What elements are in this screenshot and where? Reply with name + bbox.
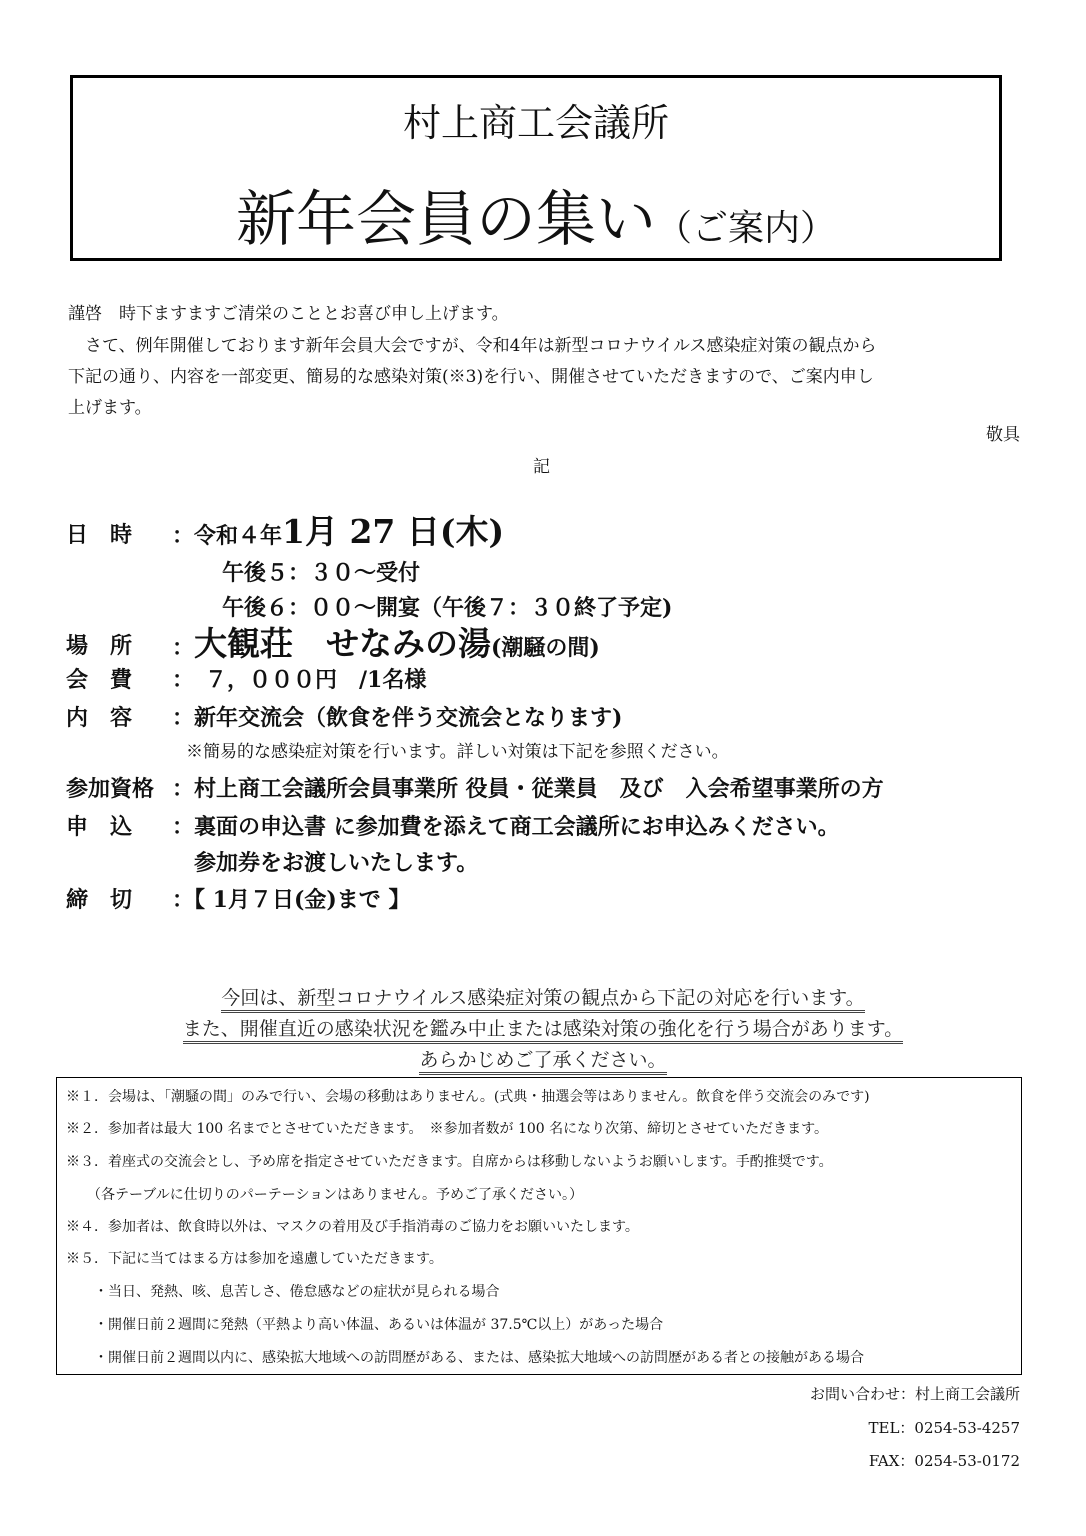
apply-label: 申 込 [66,814,133,840]
date-label: 日 時 [66,522,133,548]
venue-label: 場 所 [66,633,133,659]
organization-name: 村上商工会議所 [402,101,669,145]
measure-item: ・開催日前２週間に発熱（平熱より高い体温、あるいは体温が 37.5℃以上）があった場合 [66,1317,664,1333]
measure-item: ※３．着座式の交流会とし、予め席を指定させていただきます。自席からは移動しないようお願いします。手酌推奨です。 [66,1154,833,1170]
measure-item: （各テーブルに仕切りのパーテーションはありません。予めご了承ください。） [66,1187,584,1203]
greeting-line-2: さて、例年開催しております新年会員大会ですが、令和4年は新型コロナウイルス感染症対策の観点から [68,336,877,356]
venue-value [172,618,600,665]
apply-value-2: 参加券をお渡しいたします。 [194,850,479,876]
venue-room: (潮騒の間) [491,635,600,661]
measure-item: ※４．参加者は、飲食時以外は、マスクの着用及び手指消毒のご協力をお願いいたします。 [66,1219,639,1235]
greeting-line-1: 謹啓 時下ますますご清栄のこととお喜び申し上げます。 [68,304,509,324]
reception-time: 午後５：３０～受付 [222,560,421,586]
deadline-label: 締 切 [66,887,133,913]
eligibility-value: ：村上商工会議所会員事業所 役員・従業員 及び 入会希望事業所の方 [172,776,884,802]
measure-item: ※１．会場は、「潮騒の間」のみで行い、会場の移動はありません。(式典・抽選会等はありません。飲食を伴う交流会のみです) [66,1089,870,1105]
measure-item: ・当日、発熱、咳、息苦しさ、倦怠感などの症状が見られる場合 [66,1284,500,1300]
date-value [172,506,504,553]
notice-line-1-text: 今回は、新型コロナウイルス感染症対策の観点から下記の対応を行います。 [221,987,864,1013]
event-title-main: 新年会員の集い [235,185,656,255]
date-prefix: ：令和４年 [172,523,283,549]
fee-value: ： ７，０００円 /1名様 [172,667,427,693]
notice-line-1 [0,983,1086,1010]
fee-label: 会 費 [66,667,133,693]
apply-value: ：裏面の申込書 に参加費を添えて商工会議所にお申込みください。 [172,814,840,840]
content-value: ：新年交流会（飲食を伴う交流会となります) [172,705,623,731]
notice-line-2-text: また、開催直近の感染状況を鑑み中止または感染対策の強化を行う場合があります。 [183,1018,903,1044]
party-time: 午後６：００～開宴（午後７：３０終了予定) [222,595,673,621]
contact-fax: FAX：0254-53-0172 [868,1452,1020,1470]
contact-tel: TEL：0254-53-4257 [868,1419,1020,1437]
notice-line-2 [0,1014,1086,1041]
measure-item: ・開催日前２週間以内に、感染拡大地域への訪問歴がある、または、感染拡大地域への訪問歴がある者との接触がある場合 [66,1350,864,1366]
ki-mark: 記 [533,457,550,477]
measure-item: ※５．下記に当てはまる方は参加を遠慮していただきます。 [66,1251,443,1267]
notice-line-3-text: あらかじめご了承ください。 [419,1049,666,1075]
deadline-value: ：【 1月７日(金)まで 】 [172,887,411,913]
measure-item: ※２．参加者は最大 100 名までとさせていただきます。 ※参加者数が 100 名になり次第、締切とさせていただきます。 [66,1121,829,1137]
greeting-line-3: 下記の通り、内容を一部変更、簡易的な感染対策(※3)を行い、開催させていただきますので、ご案内申し [68,367,874,387]
content-note: ※簡易的な感染症対策を行います。詳しい対策は下記を参照ください。 [186,742,729,762]
venue-prefix: ： [172,635,195,661]
event-title-sub: （ご案内） [655,208,836,249]
venue-main: 大観荘 せなみの湯 [194,624,492,663]
contact-label: お問い合わせ：村上商工会議所 [809,1385,1020,1403]
title-box [70,75,1002,261]
content-label: 内 容 [66,705,133,731]
event-title [73,172,999,258]
notice-line-3 [0,1045,1086,1072]
greeting-line-4: 上げます。 [68,398,152,418]
eligibility-label: 参加資格 [66,776,155,802]
closing-keigu: 敬具 [986,425,1020,445]
date-main: 1月 27 日(木) [282,512,505,551]
